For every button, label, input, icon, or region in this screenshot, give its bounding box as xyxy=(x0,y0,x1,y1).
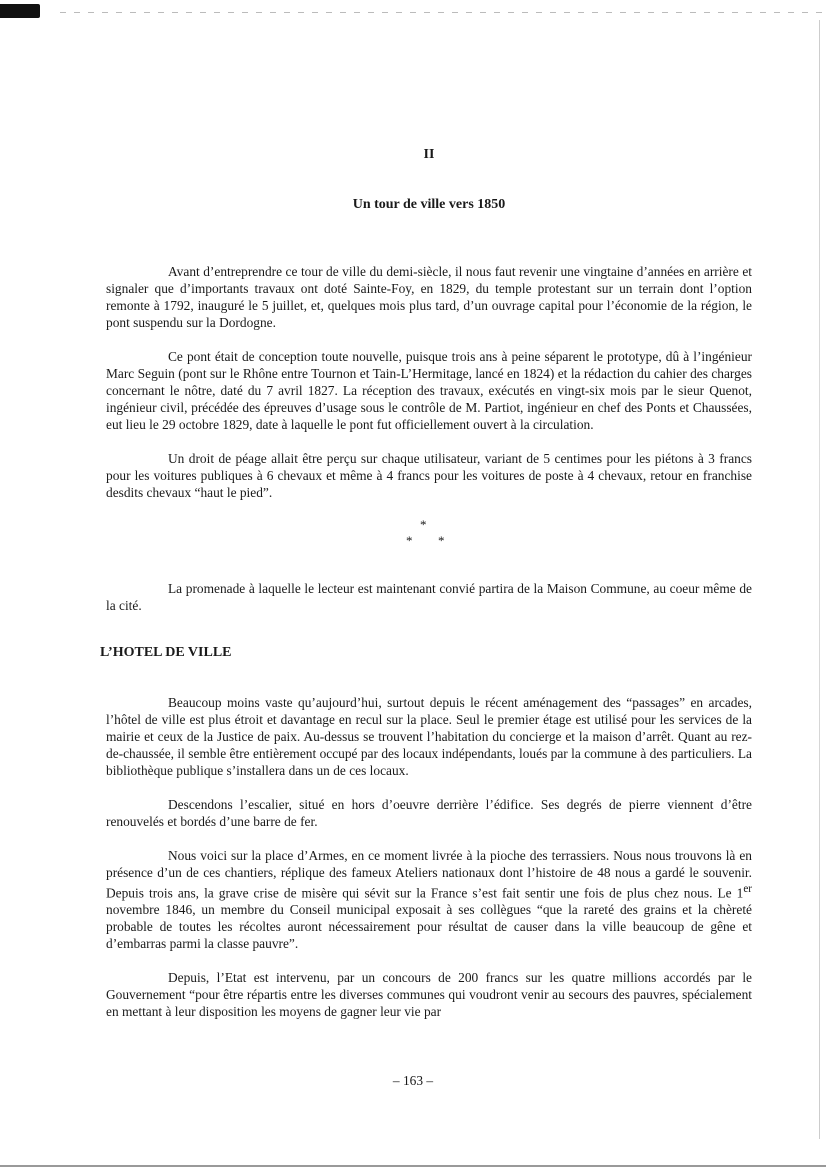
paragraph-place-armes-text-a: Nous voici sur la place d’Armes, en ce moment livrée à la pioche des terrassiers. Nous nous trouvons là en présence d’un de ces chantiers, réplique des fameux Ateliers nationaux dont l’histoire de 48 nous a gardé le souvenir. Depuis trois ans, la grave crise de misère qui sévit sur la France s’est fait sentir une fois de plus chez nous. Le 1 xyxy=(106,848,752,901)
page-number: – 163 – xyxy=(392,1073,434,1088)
scan-artifact-corner xyxy=(0,4,40,18)
chapter-title: Un tour de ville vers 1850 xyxy=(352,197,506,212)
paragraph-hotel-2: Descendons l’escalier, situé en hors d’oeuvre derrière l’édifice. Ses degrés de pierre viennent d’être renouvelés et bordés d’une barre de fer. xyxy=(106,797,752,829)
section-heading: L’HOTEL DE VILLE xyxy=(100,645,232,660)
asterism-star: * xyxy=(438,533,445,548)
paragraph-etat: Depuis, l’Etat est intervenu, par un concours de 200 francs sur les quatre millions accordés par le Gouvernement “pour être répartis entre les diverses communes qui voudront venir au secours des pauvres, spécialement en mettant à leur disposition les moyens de gagner leur vie par xyxy=(106,970,752,1020)
paragraph-place-armes xyxy=(106,847,752,952)
superscript-er: er xyxy=(743,883,752,895)
chapter-number: II xyxy=(423,147,435,162)
paragraph-intro-1: Avant d’entreprendre ce tour de ville du demi-siècle, il nous faut revenir une vingtaine d’années en arrière et signaler que d’importants travaux ont doté Sainte-Foy, en 1829, du temple protestant sur un terrain dont l’option remonte à 1792, inauguré le 5 juillet, et, quelques mois plus tard, d’un ouvrage capital pour l’économie de la région, le pont suspendu sur la Dordogne. xyxy=(106,264,752,330)
scan-artifact-bottom-line xyxy=(0,1165,826,1167)
paragraph-intro-2: Ce pont était de conception toute nouvelle, puisque trois ans à peine séparent le prototype, dû à l’ingénieur Marc Seguin (pont sur le Rhône entre Tournon et Tain-L’Hermitage, lancé en 1824) et la rédaction du cahier des charges concernant le nôtre, daté du 7 avril 1827. La réception des travaux, exécutés en vingt-six mois par le sieur Quenot, ingénieur civil, précédée des épreuves d’usage sous le contrôle de M. Partiot, ingénieur en chef des Ponts et Chaussées, eut lieu le 29 octobre 1829, date à laquelle le pont fut officiellement ouvert à la circulation. xyxy=(106,349,752,432)
scan-artifact-top-line xyxy=(60,12,826,13)
paragraph-place-armes-text-b: novembre 1846, un membre du Conseil municipal exposait à ses collègues “que la rareté des grains et la chèreté probable de toutes les récoltes auront nécessairement pour résultat de causer dans la ville beaucoup de gêne et d’embarras parmi la classe pauvre”. xyxy=(106,902,752,952)
scan-artifact-right-edge xyxy=(819,20,820,1139)
asterism-divider xyxy=(106,518,752,558)
paragraph-hotel-1: Beaucoup moins vaste qu’aujourd’hui, surtout depuis le récent aménagement des “passages” en arcades, l’hôtel de ville est plus étroit et davantage en recul sur la place. Seul le premier étage est utilisé pour les services de la mairie et ceux de la Justice de paix. Au-dessus se trouvent l’habitation du concierge et la maison d’arrêt. Quant au rez-de-chaussée, il semble être entièrement occupé par des locaux indépendants, loués par la commune à des particuliers. La bibliothèque publique s’installera dans un de ces locaux. xyxy=(106,695,752,778)
asterism-star: * xyxy=(406,533,413,548)
page-body xyxy=(100,146,752,1037)
asterism-star: * xyxy=(420,517,427,532)
paragraph-promenade: La promenade à laquelle le lecteur est maintenant convié partira de la Maison Commune, au coeur même de la cité. xyxy=(106,581,752,613)
paragraph-intro-3: Un droit de péage allait être perçu sur chaque utilisateur, variant de 5 centimes pour les piétons à 3 francs pour les voitures publiques à 6 chevaux et même à 4 francs pour les voitures de poste à 4 chevaux, retour en franchise desdits chevaux “haut le pied”. xyxy=(106,451,752,500)
